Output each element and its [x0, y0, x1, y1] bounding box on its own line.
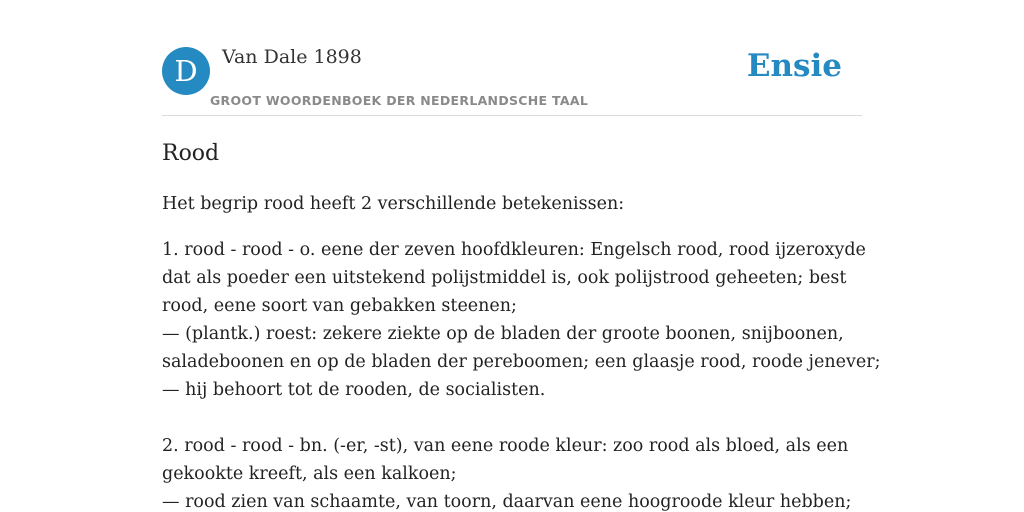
entry-content — [162, 138, 881, 512]
meaning-2 — [162, 432, 862, 512]
meaning-line: — (plantk.) roest: zekere ziekte op de bladen der groote boonen, snijboonen, — [162, 324, 844, 344]
dictionary-title-link[interactable]: Van Dale 1898 — [222, 46, 362, 68]
dictionary-header — [162, 44, 862, 116]
meaning-line: dat als poeder een uitstekend polijstmiddel is, ook polijstrood geheeten; best — [162, 268, 847, 288]
meaning-line: gekookte kreeft, als een kalkoen; — [162, 464, 457, 484]
meaning-line: rood, eene soort van gebakken steenen; — [162, 296, 517, 316]
meaning-line: 2. rood - rood - bn. (-er, -st), van eene roode kleur: zoo rood als bloed, als een — [162, 436, 849, 456]
meaning-line: saladeboonen en op de bladen der pereboomen; een glaasje rood, roode jenever; — [162, 352, 881, 372]
ensie-logo-link[interactable]: Ensie — [746, 48, 842, 84]
dictionary-logo-icon[interactable]: D — [162, 47, 210, 95]
entry-intro: Het begrip rood heeft 2 verschillende betekenissen: — [162, 194, 625, 214]
entry-word-title: Rood — [162, 141, 220, 166]
meaning-1 — [162, 236, 881, 404]
meaning-line: 1. rood - rood - o. eene der zeven hoofdkleuren: Engelsch rood, rood ijzeroxyde — [162, 240, 866, 260]
meaning-line: — rood zien van schaamte, van toorn, daarvan eene hoogroode kleur hebben; — [162, 492, 852, 512]
meaning-line: — hij behoort tot de rooden, de socialisten. — [162, 380, 546, 400]
dictionary-subtitle: GROOT WOORDENBOEK DER NEDERLANDSCHE TAAL — [210, 93, 589, 108]
